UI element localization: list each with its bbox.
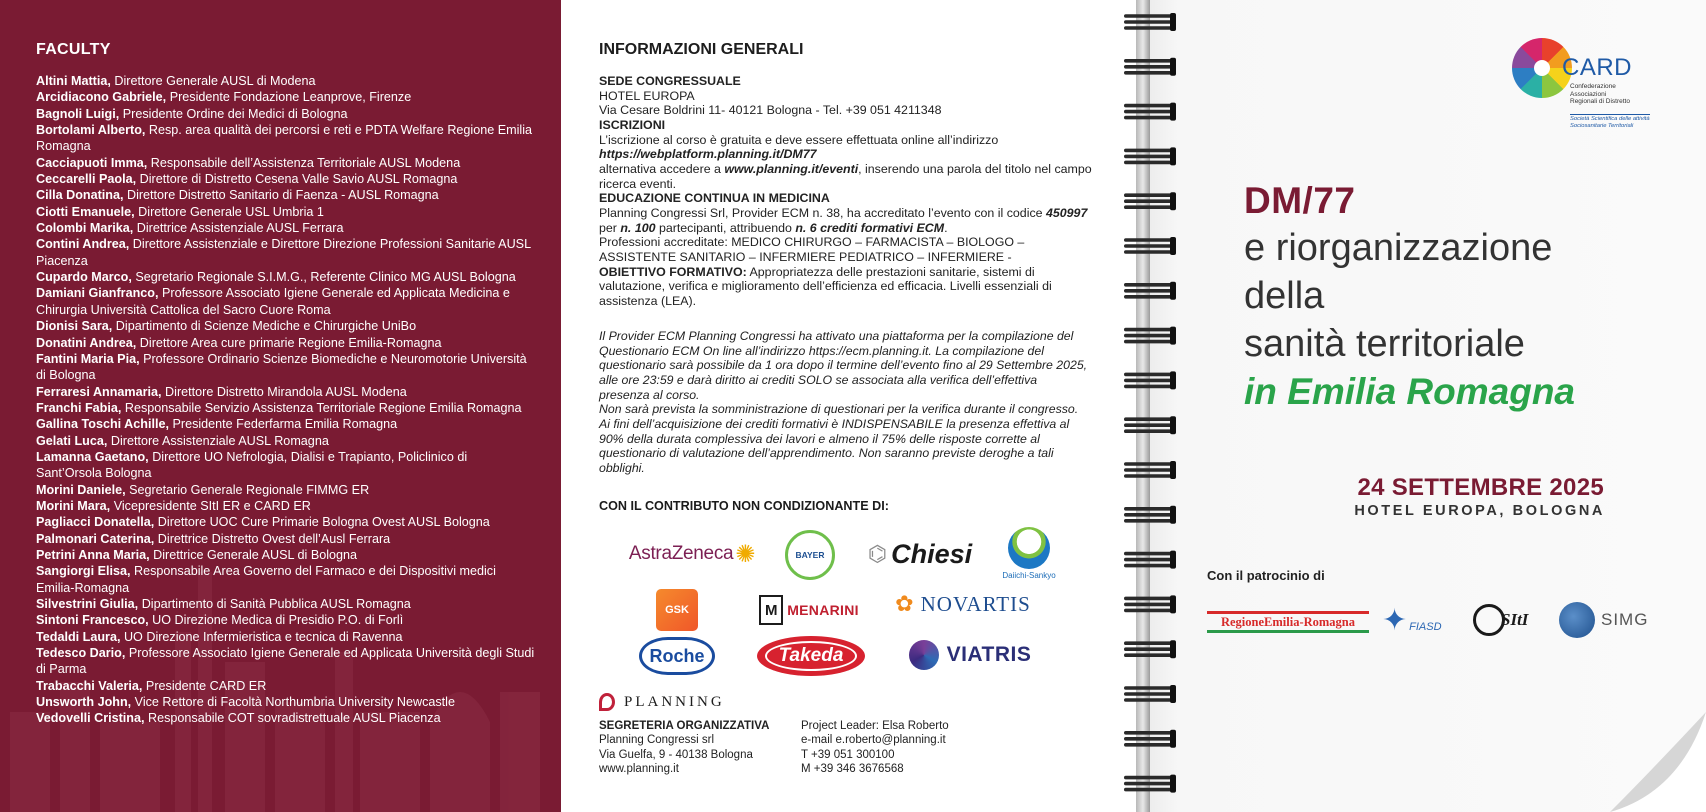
faculty-member-name: Gelati Luca, bbox=[36, 433, 108, 448]
faculty-member-name: Franchi Fabia, bbox=[36, 400, 122, 415]
segreteria-company: Planning Congressi srl bbox=[599, 734, 715, 747]
faculty-member-role: Dipartimento di Sanità Pubblica AUSL Romagna bbox=[141, 597, 411, 611]
faculty-member-role: Direttore Generale USL Umbria 1 bbox=[138, 204, 324, 219]
faculty-member-name: Petrini Anna Maria, bbox=[36, 547, 150, 562]
faculty-member bbox=[36, 678, 536, 694]
faculty-title: FACULTY bbox=[36, 41, 111, 58]
faculty-member-name: Morini Daniele, bbox=[36, 482, 126, 497]
ecm-partecipanti: n. 100 bbox=[620, 220, 656, 235]
obiettivo-heading: OBIETTIVO FORMATIVO: bbox=[599, 264, 747, 279]
menarini-label: MENARINI bbox=[787, 602, 859, 618]
faculty-member bbox=[36, 220, 536, 236]
faculty-member bbox=[36, 318, 536, 334]
faculty-member-role: Professore Associato Igiene Generale ed Applicata Medicina e Chirurgia Università Cattolica del Sacro Cuore Roma bbox=[36, 286, 510, 317]
spiral-ring bbox=[1124, 416, 1176, 434]
faculty-member-name: Lamanna Gaetano, bbox=[36, 449, 149, 464]
faculty-member-name: Unsworth John, bbox=[36, 695, 132, 710]
faculty-member bbox=[36, 155, 536, 171]
obiettivo-body: Appropriatezza delle prestazioni sanitarie, sistemi di valutazione, verifica e miglioramento dell’efficienza ed efficacia. Livelli essenziali di assistenza (LEA). bbox=[599, 264, 1052, 308]
event-date: 24 SETTEMBRE 2025 bbox=[1357, 474, 1604, 501]
faculty-member-role: Direttore Assistenziale e Direttore Direzione Professioni Sanitarie AUSL Piacenza bbox=[36, 237, 531, 268]
takeda-label: Takeda bbox=[765, 641, 858, 671]
faculty-member bbox=[36, 187, 536, 203]
ecm-heading: EDUCAZIONE CONTINUA IN MEDICINA bbox=[599, 191, 830, 206]
faculty-member-role: Responsabile Area Governo del Farmaco e dei Dispositivi medici Emilia-Romagna bbox=[36, 564, 496, 595]
title-dm77: DM/77 bbox=[1244, 180, 1356, 221]
faculty-member-name: Tedesco Dario, bbox=[36, 646, 126, 661]
faculty-member-role: Vice Rettore di Facoltà Northumbria University Newcastle bbox=[134, 695, 455, 710]
faculty-member bbox=[36, 694, 536, 710]
astrazeneca-label: AstraZeneca bbox=[628, 543, 734, 564]
spiral-ring bbox=[1124, 730, 1176, 748]
card-logo bbox=[1512, 38, 1672, 130]
faculty-member-name: Colombi Marika, bbox=[36, 221, 134, 236]
faculty-member bbox=[36, 531, 536, 547]
faculty-member bbox=[36, 514, 536, 530]
faculty-member-name: Silvestrini Giulia, bbox=[36, 597, 139, 611]
faculty-member-role: Direttore Generale AUSL di Modena bbox=[114, 74, 316, 88]
alternative-text bbox=[599, 162, 1099, 191]
faculty-member-name: Ceccarelli Paola, bbox=[36, 172, 137, 187]
ecm-text bbox=[599, 206, 1099, 235]
title-line-2: della bbox=[1244, 275, 1325, 317]
roche-logo bbox=[639, 637, 715, 675]
faculty-member-role: Presidente CARD ER bbox=[145, 678, 267, 693]
provider-paragraph-2: Non sarà prevista la somministrazione di questionari per la verifica durante il congresso. Ai fini dell’acquisizione dei crediti formativi è INDISPENSABILE la presenza effettiva al 90% della durata complessiva dei lavori e almeno il 75% delle risposte corrette al questionario di valutazione dell’apprendimento. Non saranno previste deroghe a tali obblighi. bbox=[599, 402, 1079, 475]
astrazeneca-mark-icon: ✺ bbox=[735, 540, 756, 568]
ecm-crediti: n. 6 crediti formativi ECM bbox=[795, 220, 945, 235]
ecm-text-1: Planning Congressi Srl, Provider ECM n. 38, ha accreditato l’evento con il codice bbox=[599, 205, 1046, 220]
faculty-member-name: Donatini Andrea, bbox=[36, 335, 137, 350]
faculty-member bbox=[36, 122, 536, 155]
planning-logo bbox=[599, 691, 729, 713]
faculty-member bbox=[36, 204, 536, 220]
event-venue: HOTEL EUROPA, BOLOGNA bbox=[1354, 503, 1605, 519]
novartis-label: NOVARTIS bbox=[920, 591, 1031, 616]
faculty-member bbox=[36, 236, 536, 269]
faculty-member-name: Tedaldi Laura, bbox=[36, 629, 121, 644]
faculty-member-name: Vedovelli Cristina, bbox=[36, 711, 145, 726]
faculty-member-name: Ciotti Emanuele, bbox=[36, 204, 135, 219]
fiasd-star-icon: ✦ bbox=[1382, 603, 1408, 637]
faculty-panel bbox=[0, 0, 561, 812]
faculty-member-name: Altini Mattia, bbox=[36, 74, 111, 88]
faculty-member-name: Fantini Maria Pia, bbox=[36, 351, 140, 366]
ecm-text-2: per bbox=[599, 220, 621, 235]
faculty-member bbox=[36, 710, 536, 726]
menarini-logo bbox=[754, 592, 864, 628]
faculty-member-role: Professore Ordinario Scienze Biomediche e Neuromotorie Università di Bologna bbox=[36, 351, 527, 383]
event-title bbox=[1244, 178, 1664, 416]
faculty-member bbox=[36, 106, 536, 122]
faculty-member-name: Gallina Toschi Achille, bbox=[36, 417, 169, 432]
faculty-member bbox=[36, 596, 536, 612]
card-sub-2: Associazioni bbox=[1570, 90, 1607, 98]
faculty-member bbox=[36, 547, 536, 563]
regione-emilia-romagna-logo bbox=[1207, 611, 1369, 633]
spiral-ring bbox=[1124, 595, 1176, 613]
faculty-member bbox=[36, 89, 536, 105]
faculty-member bbox=[36, 629, 536, 645]
siti-logo bbox=[1473, 601, 1543, 639]
faculty-member-name: Morini Mara, bbox=[36, 498, 111, 513]
page-curl-corner bbox=[1610, 712, 1706, 812]
faculty-member bbox=[36, 612, 536, 628]
faculty-member bbox=[36, 351, 536, 384]
spiral-ring bbox=[1124, 147, 1176, 165]
spiral-ring bbox=[1124, 13, 1176, 31]
rer-label: RegioneEmilia-Romagna bbox=[1220, 614, 1356, 629]
spiral-ring bbox=[1124, 237, 1176, 255]
card-subtitle bbox=[1570, 83, 1630, 106]
contact-tel: T +39 051 300100 bbox=[801, 748, 895, 761]
iscrizioni-heading: ISCRIZIONI bbox=[599, 117, 666, 132]
segreteria-web[interactable]: www.planning.it bbox=[599, 763, 679, 776]
faculty-list bbox=[36, 73, 536, 727]
faculty-member-role: Professore Associato Igiene Generale ed Applicata Università degli Studi di Parma bbox=[36, 646, 535, 677]
faculty-member-role: Presidente Fondazione Leanprove, Firenze bbox=[169, 90, 412, 105]
card-name: CARD bbox=[1562, 54, 1633, 81]
spiral-ring bbox=[1124, 327, 1176, 345]
spiral-ring bbox=[1124, 192, 1176, 210]
faculty-member-role: Direttrice Generale AUSL di Bologna bbox=[153, 547, 358, 562]
spiral-ring bbox=[1124, 640, 1176, 658]
roche-label: Roche bbox=[649, 645, 705, 666]
novartis-logo bbox=[887, 589, 1039, 619]
faculty-member-role: Dipartimento di Scienze Mediche e Chirurgiche UniBo bbox=[115, 319, 417, 334]
simg-logo bbox=[1559, 600, 1689, 640]
title-line-1: e riorganizzazione bbox=[1244, 227, 1553, 269]
ecm-text-3: partecipanti, attribuendo bbox=[655, 220, 796, 235]
planning-label: PLANNING bbox=[624, 693, 725, 710]
provider-paragraph-1: Il Provider ECM Planning Congressi ha attivato una piattaforma per la compilazione del Questionario ECM On line all’indirizzo https://ecm.planning.it. La compilazione del questionario sarà possibile da 1 ora dopo il termine dell’evento fino al 29 Settembre 2025, alle ore 23:59 e darà diritto ai crediti SOLO se associata alla verifica dell’effettiva presenza al corso. bbox=[599, 329, 1088, 402]
faculty-member-role: Segretario Generale Regionale FIMMG ER bbox=[129, 482, 370, 497]
chiesi-logo bbox=[858, 535, 982, 573]
faculty-member-name: Pagliacci Donatella, bbox=[36, 515, 155, 530]
chiesi-label: Chiesi bbox=[891, 538, 973, 569]
obiettivo-text bbox=[599, 265, 1099, 309]
bayer-label: BAYER bbox=[795, 550, 825, 560]
menarini-m-icon: M bbox=[759, 595, 783, 625]
spiral-ring bbox=[1124, 282, 1176, 300]
novartis-flame-icon: ✿ bbox=[895, 591, 915, 616]
gsk-label: GSK bbox=[656, 589, 698, 631]
faculty-member bbox=[36, 73, 536, 89]
alt-suffix: , inserendo una parola del titolo nel campo ricerca eventi. bbox=[599, 161, 1092, 191]
gsk-logo bbox=[656, 589, 698, 631]
daiichi-sankyo-logo bbox=[995, 524, 1063, 582]
info-panel bbox=[561, 0, 1101, 812]
fiasd-logo bbox=[1382, 598, 1456, 642]
faculty-member-role: Direttore Assistenziale AUSL Romagna bbox=[110, 433, 329, 448]
patrocinio-label: Con il patrocinio di bbox=[1207, 568, 1325, 583]
spiral-ring bbox=[1124, 685, 1176, 703]
sede-name: HOTEL EUROPA bbox=[599, 88, 695, 103]
viatris-label: VIATRIS bbox=[946, 643, 1032, 666]
planning-mark-icon bbox=[599, 693, 615, 711]
faculty-member-name: Contini Andrea, bbox=[36, 237, 130, 252]
segreteria-heading: SEGRETERIA ORGANIZZATIVA bbox=[599, 720, 770, 732]
faculty-member-name: Arcidiacono Gabriele, bbox=[36, 90, 167, 105]
faculty-member-role: UO Direzione Infermieristica e tecnica di Ravenna bbox=[123, 629, 403, 644]
project-leader: Project Leader: Elsa Roberto bbox=[801, 720, 949, 732]
bayer-logo bbox=[785, 530, 835, 580]
iscrizioni-link[interactable]: https://webplatform.planning.it/DM77 bbox=[599, 147, 817, 162]
card-sub-3: Regionali di Distretto bbox=[1570, 98, 1630, 106]
faculty-member bbox=[36, 433, 536, 449]
daiichi-globe-icon bbox=[1008, 527, 1050, 569]
info-block bbox=[599, 74, 1099, 309]
faculty-member-role: Vicepresidente SItI ER e CARD ER bbox=[113, 498, 311, 513]
faculty-member-role: Direttore Distretto Mirandola AUSL Modena bbox=[165, 384, 407, 399]
faculty-member-name: Sintoni Francesco, bbox=[36, 613, 149, 628]
faculty-member-role: Responsabile dell’Assistenza Territoriale AUSL Modena bbox=[150, 155, 461, 170]
faculty-member-name: Palmonari Caterina, bbox=[36, 531, 155, 546]
spiral-rings bbox=[1116, 0, 1182, 812]
faculty-member-name: Dionisi Sara, bbox=[36, 319, 113, 334]
spiral-ring bbox=[1124, 506, 1176, 524]
spiral-ring bbox=[1124, 103, 1176, 121]
segreteria-address: Via Guelfa, 9 - 40138 Bologna bbox=[599, 748, 753, 761]
faculty-member-role: Direttore Area cure primarie Regione Emilia-Romagna bbox=[139, 335, 442, 350]
faculty-member bbox=[36, 335, 536, 351]
card-tagline bbox=[1570, 114, 1650, 129]
sede-heading: SEDE CONGRESSUALE bbox=[599, 74, 741, 88]
faculty-member-name: Sangiorgi Elisa, bbox=[36, 564, 131, 579]
eventi-link[interactable]: www.planning.it/eventi bbox=[724, 161, 859, 176]
iscrizioni-text: L’iscrizione al corso è gratuita e deve essere effettuata online all’indirizzo bbox=[599, 132, 999, 147]
title-highlight: in Emilia Romagna bbox=[1244, 371, 1576, 412]
faculty-member bbox=[36, 498, 536, 514]
info-title: INFORMAZIONI GENERALI bbox=[599, 41, 804, 58]
faculty-member bbox=[36, 400, 536, 416]
simg-label: SIMG bbox=[1601, 610, 1649, 629]
simg-globe-icon bbox=[1559, 602, 1595, 638]
fiasd-label: FIASD bbox=[1409, 621, 1442, 633]
daiichi-label: Daiichi-Sankyo bbox=[1002, 570, 1056, 580]
faculty-member-role: Direttore di Distretto Cesena Valle Savio AUSL Romagna bbox=[139, 172, 458, 187]
ecm-code: 450997 bbox=[1045, 205, 1088, 220]
contrib-title: CON IL CONTRIBUTO NON CONDIZIONANTE DI: bbox=[599, 499, 889, 513]
faculty-member-role: Resp. area qualità dei percorsi e reti e PDTA Welfare Regione Emilia Romagna bbox=[36, 123, 533, 154]
sede-address: Via Cesare Boldrini 11- 40121 Bologna - Tel. +39 051 4211348 bbox=[599, 103, 942, 118]
faculty-member-name: Trabacchi Valeria, bbox=[36, 678, 143, 693]
provider-note bbox=[599, 329, 1089, 476]
card-tag-2: Sociosanitarie Territoriali bbox=[1570, 122, 1634, 129]
faculty-member-role: Direttore UO Nefrologia, Dialisi e Trapianto, Policlinico di Sant’Orsola Bologna bbox=[36, 449, 468, 481]
alt-prefix: alternativa accedere a bbox=[599, 161, 725, 176]
faculty-member bbox=[36, 171, 536, 187]
faculty-member bbox=[36, 563, 536, 596]
spiral-ring bbox=[1124, 371, 1176, 389]
faculty-member bbox=[36, 449, 536, 482]
faculty-member-name: Cupardo Marco, bbox=[36, 270, 132, 285]
astrazeneca-logo bbox=[623, 533, 761, 575]
faculty-member bbox=[36, 482, 536, 498]
spiral-ring bbox=[1124, 461, 1176, 479]
spiral-ring bbox=[1124, 551, 1176, 569]
spiral-ring bbox=[1124, 775, 1176, 793]
faculty-member-role: Presidente Ordine dei Medici di Bologna bbox=[122, 106, 348, 121]
faculty-member-name: Damiani Gianfranco, bbox=[36, 286, 159, 301]
chiesi-mark-icon: ⌬ bbox=[867, 541, 888, 566]
faculty-member-role: Responsabile Servizio Assistenza Territoriale Regione Emilia Romagna bbox=[124, 400, 522, 415]
faculty-member-name: Cilla Donatina, bbox=[36, 188, 124, 203]
title-line-3: sanità territoriale bbox=[1244, 323, 1525, 365]
viatris-globe-icon bbox=[909, 640, 939, 670]
faculty-member-role: Presidente Federfarma Emilia Romagna bbox=[172, 417, 398, 432]
faculty-member bbox=[36, 269, 536, 285]
segreteria-block bbox=[599, 719, 769, 777]
takeda-logo bbox=[757, 636, 865, 676]
faculty-member-name: Cacciapuoti Imma, bbox=[36, 155, 148, 170]
faculty-member-name: Bagnoli Luigi, bbox=[36, 106, 120, 121]
siti-label: SItI bbox=[1501, 610, 1529, 629]
faculty-member-role: Direttore Distretto Sanitario di Faenza - AUSL Romagna bbox=[126, 188, 439, 203]
spiral-ring bbox=[1124, 58, 1176, 76]
faculty-member-name: Bortolami Alberto, bbox=[36, 123, 146, 138]
professioni-text: Professioni accreditate: MEDICO CHIRURGO – FARMACISTA – BIOLOGO – ASSISTENTE SANITARIO – INFERMIERE PEDIATRICO – INFERMIERE - bbox=[599, 235, 1025, 264]
faculty-member bbox=[36, 285, 536, 318]
faculty-member bbox=[36, 384, 536, 400]
faculty-member-role: Responsabile COT sovradistrettuale AUSL Piacenza bbox=[148, 711, 441, 726]
faculty-member-role: UO Direzione Medica di Presidio P.O. di Forlì bbox=[152, 613, 404, 628]
faculty-member-role: Direttrice Assistenziale AUSL Ferrara bbox=[136, 221, 344, 236]
faculty-member bbox=[36, 645, 536, 678]
ecm-text-4: . bbox=[944, 220, 948, 235]
contact-email[interactable]: e-mail e.roberto@planning.it bbox=[801, 734, 946, 747]
faculty-member bbox=[36, 416, 536, 432]
contact-mobile: M +39 346 3676568 bbox=[801, 763, 904, 776]
faculty-member-name: Ferraresi Annamaria, bbox=[36, 384, 162, 399]
viatris-logo bbox=[903, 637, 1037, 673]
card-tag-1: Società Scientifica delle attività bbox=[1570, 116, 1650, 122]
card-sub-1: Confederazione bbox=[1570, 83, 1616, 90]
faculty-member-role: Segretario Regionale S.I.M.G., Referente Clinico MG AUSL Bologna bbox=[135, 270, 516, 285]
faculty-member-role: Direttore UOC Cure Primarie Bologna Ovest AUSL Bologna bbox=[157, 515, 490, 530]
faculty-member-role: Direttrice Distretto Ovest dell’Ausl Ferrara bbox=[157, 531, 391, 546]
contact-block bbox=[801, 719, 949, 777]
